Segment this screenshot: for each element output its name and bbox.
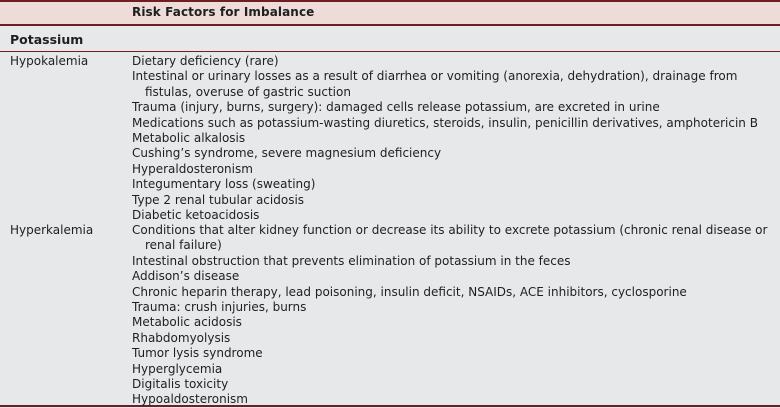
list-item: Metabolic alkalosis (132, 131, 246, 146)
table-header (0, 2, 780, 26)
list-item: Intestinal or urinary losses as a result of diarrhea or vomiting (anorexia, dehydration), drainage from fistulas, overuse of gastric suction (132, 69, 738, 99)
list-item: Diabetic ketoacidosis (132, 208, 260, 223)
list-item: Trauma: crush injuries, burns (132, 300, 307, 315)
list-item: Dietary deficiency (rare) (132, 54, 279, 68)
column-header: Risk Factors for Imbalance (132, 5, 315, 19)
list-item: Trauma (injury, burns, surgery): damaged cells release potassium, are excreted in urine (132, 100, 660, 115)
list-item: Digitalis toxicity (132, 377, 229, 392)
list-item: Hypoaldosteronism (132, 392, 248, 407)
group-label-hyperkalemia: Hyperkalemia (10, 223, 94, 237)
hyperkalemia-risk-list (132, 223, 772, 408)
list-item: Hyperglycemia (132, 361, 223, 376)
list-item: Metabolic acidosis (132, 315, 242, 330)
group-label-hypokalemia: Hypokalemia (10, 54, 89, 68)
list-item: Integumentary loss (sweating) (132, 177, 316, 192)
section-title: Potassium (10, 32, 84, 47)
list-item: Hyperaldosteronism (132, 161, 253, 176)
list-item: Type 2 renal tubular acidosis (132, 192, 305, 207)
list-item: Cushing’s syndrome, severe magnesium deficiency (132, 146, 442, 161)
list-item: Tumor lysis syndrome (132, 346, 263, 361)
list-item: Intestinal obstruction that prevents elimination of potassium in the feces (132, 253, 571, 268)
section-divider (0, 51, 780, 52)
list-item: Addison’s disease (132, 269, 240, 284)
list-item: Medications such as potassium-wasting diuretics, steroids, insulin, penicillin derivatives, amphotericin B (132, 115, 758, 130)
list-item: Chronic heparin therapy, lead poisoning, insulin deficit, NSAIDs, ACE inhibitors, cyclosporine (132, 284, 687, 299)
list-item: Conditions that alter kidney function or decrease its ability to excrete potassium (chronic renal disease or renal failure) (132, 223, 768, 253)
hypokalemia-risk-list (132, 54, 772, 223)
list-item: Rhabdomyolysis (132, 330, 231, 345)
